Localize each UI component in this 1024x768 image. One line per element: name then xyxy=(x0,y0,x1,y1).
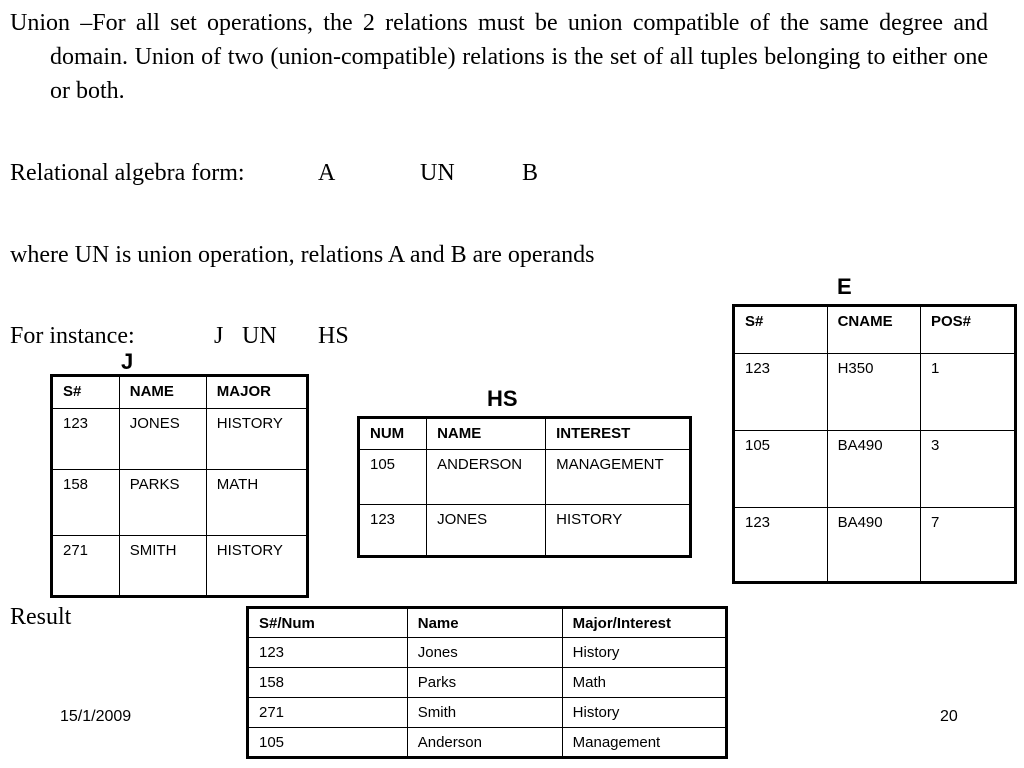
table-cell: H350 xyxy=(827,354,920,431)
table-cell: 105 xyxy=(248,728,408,758)
algebra-form-line xyxy=(10,158,610,190)
table-cell: MANAGEMENT xyxy=(546,450,691,505)
table-cell: 123 xyxy=(52,409,120,470)
table-cell: Parks xyxy=(407,668,562,698)
table-cell: Anderson xyxy=(407,728,562,758)
table-cell: HISTORY xyxy=(546,505,691,557)
table-cell: 105 xyxy=(734,431,828,508)
table-cell: SMITH xyxy=(119,536,206,597)
table-j-header: S# xyxy=(52,376,120,409)
table-row xyxy=(248,728,727,758)
algebra-form-label: Relational algebra form: xyxy=(10,160,245,186)
table-hs-header: NAME xyxy=(427,418,546,450)
table-cell: Management xyxy=(562,728,726,758)
table-cell: 271 xyxy=(52,536,120,597)
table-j-header: NAME xyxy=(119,376,206,409)
table-cell: 105 xyxy=(359,450,427,505)
operand-a: A xyxy=(318,160,336,186)
table-hs-header-row xyxy=(359,418,691,450)
instance-j: J xyxy=(214,323,224,349)
table-cell: 123 xyxy=(248,638,408,668)
table-j-title: J xyxy=(121,349,134,374)
table-j-header: MAJOR xyxy=(206,376,307,409)
table-hs-header: INTEREST xyxy=(546,418,691,450)
table-cell: Smith xyxy=(407,698,562,728)
table-row xyxy=(52,470,308,536)
table-row xyxy=(248,638,727,668)
table-e-header-row xyxy=(734,306,1016,354)
table-cell: BA490 xyxy=(827,508,920,583)
table-cell: 7 xyxy=(921,508,1016,583)
result-header: Major/Interest xyxy=(562,608,726,638)
table-cell: JONES xyxy=(119,409,206,470)
table-e-header: POS# xyxy=(921,306,1016,354)
table-cell: 3 xyxy=(921,431,1016,508)
table-row xyxy=(248,698,727,728)
table-cell: 123 xyxy=(734,354,828,431)
table-hs-header: NUM xyxy=(359,418,427,450)
union-operator: UN xyxy=(420,160,455,186)
table-row xyxy=(734,508,1016,583)
table-j-header-row xyxy=(52,376,308,409)
table-row xyxy=(248,668,727,698)
table-e-header: CNAME xyxy=(827,306,920,354)
where-line: where UN is union operation, relations A and B are operands xyxy=(10,242,595,268)
table-row xyxy=(52,536,308,597)
table-cell: History xyxy=(562,638,726,668)
table-j xyxy=(50,374,309,598)
table-row xyxy=(734,354,1016,431)
table-cell: 123 xyxy=(734,508,828,583)
table-cell: BA490 xyxy=(827,431,920,508)
table-e-header: S# xyxy=(734,306,828,354)
instance-hs: HS xyxy=(318,323,349,349)
table-e-title: E xyxy=(837,274,852,299)
table-cell: 158 xyxy=(248,668,408,698)
table-cell: HISTORY xyxy=(206,536,307,597)
table-cell: MATH xyxy=(206,470,307,536)
table-cell: JONES xyxy=(427,505,546,557)
result-header: S#/Num xyxy=(248,608,408,638)
result-header-row xyxy=(248,608,727,638)
table-row xyxy=(359,450,691,505)
result-label: Result xyxy=(10,604,72,630)
table-cell: 158 xyxy=(52,470,120,536)
table-cell: HISTORY xyxy=(206,409,307,470)
instance-union-operator: UN xyxy=(242,323,277,349)
table-cell: History xyxy=(562,698,726,728)
table-e xyxy=(732,304,1017,584)
instance-label: For instance: xyxy=(10,323,135,349)
table-hs-title: HS xyxy=(487,386,518,411)
table-cell: ANDERSON xyxy=(427,450,546,505)
table-hs xyxy=(357,416,692,558)
table-cell: Jones xyxy=(407,638,562,668)
result-table xyxy=(246,606,728,759)
table-cell: 1 xyxy=(921,354,1016,431)
footer-date: 15/1/2009 xyxy=(60,708,132,725)
table-cell: PARKS xyxy=(119,470,206,536)
table-row xyxy=(52,409,308,470)
intro-paragraph: Union –For all set operations, the 2 relations must be union compatible of the same degree and domain. Union of two (union-compatible) relations is the set of all tuples belonging to either one or both. xyxy=(10,10,988,104)
page-number: 20 xyxy=(940,708,958,725)
table-row xyxy=(359,505,691,557)
table-cell: Math xyxy=(562,668,726,698)
operand-b: B xyxy=(522,160,539,186)
table-cell: 123 xyxy=(359,505,427,557)
instance-line xyxy=(10,321,410,353)
table-row xyxy=(734,431,1016,508)
table-cell: 271 xyxy=(248,698,408,728)
result-header: Name xyxy=(407,608,562,638)
